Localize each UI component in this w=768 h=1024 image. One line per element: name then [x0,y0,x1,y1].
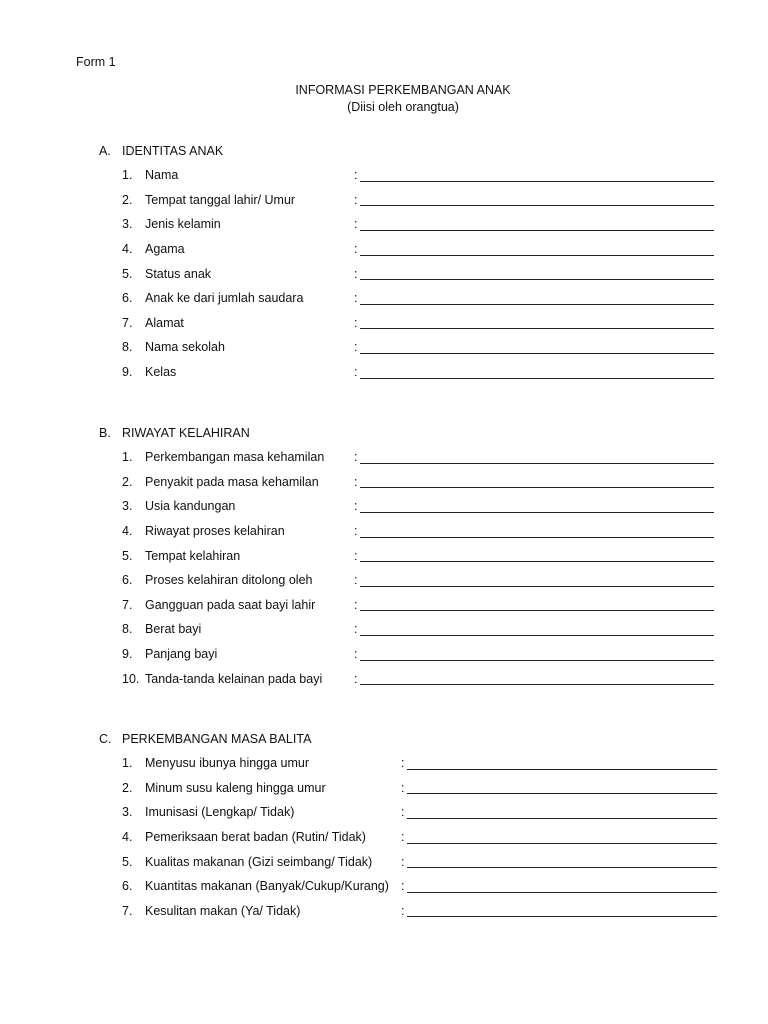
field-colon: : [354,647,358,662]
fill-in-line[interactable] [407,831,717,844]
form-title: INFORMASI PERKEMBANGAN ANAK [295,83,511,97]
field-label: Kesulitan makan (Ya/ Tidak) [145,903,301,918]
field-number: 3. [122,499,133,514]
form-field-row [122,163,714,188]
form-field-row [122,261,714,286]
field-colon: : [354,450,358,465]
field-colon: : [401,879,405,894]
field-number: 6. [122,879,133,894]
field-label: Tanda-tanda kelainan pada bayi [145,671,323,686]
fill-in-line[interactable] [360,243,714,256]
fill-in-line[interactable] [407,904,717,917]
field-number: 7. [122,597,133,612]
form-field-row [122,519,714,544]
form-field-row [122,617,714,642]
field-colon: : [401,903,405,918]
field-number: 6. [122,573,133,588]
field-label: Gangguan pada saat bayi lahir [145,597,316,612]
form-field-row [122,593,714,618]
field-label: Minum susu kaleng hingga umur [145,780,326,795]
fill-in-line[interactable] [360,316,714,329]
fill-in-line[interactable] [360,549,714,562]
section-letter: B. [99,426,111,440]
field-label: Tempat tanggal lahir/ Umur [145,192,296,207]
section-heading [99,729,717,749]
field-number: 8. [122,622,133,637]
fill-in-line[interactable] [360,292,714,305]
section-letter: C. [99,732,112,746]
form-field-row [122,335,714,360]
field-number: 1. [122,168,133,183]
field-colon: : [401,780,405,795]
fill-in-line[interactable] [407,781,717,794]
form-field-row [122,237,714,262]
fill-in-line[interactable] [360,218,714,231]
field-number: 7. [122,903,133,918]
field-colon: : [354,340,358,355]
form-field-row [122,212,714,237]
field-colon: : [401,854,405,869]
form-field-row [122,311,714,336]
form-field-row [122,568,714,593]
form-field-row [122,874,717,899]
form-field-row [122,800,717,825]
field-colon: : [354,291,358,306]
form-field-row [122,445,714,470]
fill-in-line[interactable] [360,451,714,464]
field-colon: : [354,168,358,183]
field-colon: : [354,474,358,489]
section-letter: A. [99,144,111,158]
field-label: Anak ke dari jumlah saudara [145,291,304,306]
form-field-row [122,286,714,311]
fill-in-line[interactable] [360,574,714,587]
field-colon: : [354,548,358,563]
fill-in-line[interactable] [360,341,714,354]
form-field-row [122,470,714,495]
fill-in-line[interactable] [360,267,714,280]
fill-in-line[interactable] [360,525,714,538]
field-number: 7. [122,315,133,330]
form-field-row [122,899,717,924]
field-colon: : [354,597,358,612]
fill-in-line[interactable] [360,672,714,685]
fill-in-line[interactable] [360,648,714,661]
field-colon: : [401,756,405,771]
section-riwayat-kelahiran [99,423,714,691]
field-colon: : [354,573,358,588]
form-field-row [122,188,714,213]
form-label: Form 1 [76,55,116,69]
field-label: Proses kelahiran ditolong oleh [145,573,313,588]
field-number: 4. [122,242,133,257]
field-number: 2. [122,780,133,795]
form-field-row [122,666,714,691]
field-label: Perkembangan masa kehamilan [145,450,325,465]
field-label: Kelas [145,365,177,380]
fill-in-line[interactable] [407,806,717,819]
field-number: 4. [122,830,133,845]
field-label: Riwayat proses kelahiran [145,524,285,539]
field-label: Kuantitas makanan (Banyak/Cukup/Kurang) [145,879,389,894]
section-heading [99,141,714,161]
field-colon: : [354,242,358,257]
field-colon: : [401,805,405,820]
field-number: 5. [122,266,133,281]
field-label: Berat bayi [145,622,202,637]
field-label: Usia kandungan [145,499,236,514]
fill-in-line[interactable] [407,855,717,868]
field-number: 5. [122,854,133,869]
section-heading-text: PERKEMBANGAN MASA BALITA [122,732,312,746]
field-colon: : [354,365,358,380]
section-perkembangan-masa-balita [99,729,717,923]
field-colon: : [354,217,358,232]
field-colon: : [354,524,358,539]
field-label: Status anak [145,266,212,281]
fill-in-line[interactable] [360,366,714,379]
form-title-block [0,82,768,116]
section-heading-text: RIWAYAT KELAHIRAN [122,426,250,440]
field-label: Alamat [145,315,184,330]
field-number: 6. [122,291,133,306]
fill-in-line[interactable] [360,500,714,513]
field-colon: : [354,192,358,207]
field-number: 1. [122,450,133,465]
form-field-row [122,849,717,874]
field-label: Menyusu ibunya hingga umur [145,756,309,771]
fill-in-line[interactable] [360,193,714,206]
field-colon: : [354,315,358,330]
field-number: 9. [122,365,133,380]
field-number: 8. [122,340,133,355]
field-colon: : [354,671,358,686]
field-colon: : [354,266,358,281]
field-number: 5. [122,548,133,563]
field-label: Imunisasi (Lengkap/ Tidak) [145,805,295,820]
field-number: 2. [122,192,133,207]
field-label: Jenis kelamin [145,217,221,232]
field-colon: : [354,499,358,514]
section-heading [99,423,714,443]
form-field-row [122,825,717,850]
fill-in-line[interactable] [360,598,714,611]
fill-in-line[interactable] [407,880,717,893]
field-number: 10. [122,671,140,686]
field-colon: : [401,830,405,845]
field-label: Penyakit pada masa kehamilan [145,474,319,489]
field-number: 3. [122,217,133,232]
form-field-row [122,360,714,385]
section-identitas-anak [99,141,714,384]
field-label: Agama [145,242,185,257]
form-subtitle: (Diisi oleh orangtua) [347,100,459,114]
field-number: 9. [122,647,133,662]
fill-in-line[interactable] [360,475,714,488]
form-field-row [122,543,714,568]
field-label: Pemeriksaan berat badan (Rutin/ Tidak) [145,830,366,845]
field-label: Nama sekolah [145,340,225,355]
fill-in-line[interactable] [360,169,714,182]
field-number: 2. [122,474,133,489]
fill-in-line[interactable] [360,623,714,636]
field-number: 3. [122,805,133,820]
fill-in-line[interactable] [407,757,717,770]
section-heading-text: IDENTITAS ANAK [122,144,224,158]
field-colon: : [354,622,358,637]
form-field-row [122,776,717,801]
field-label: Nama [145,168,179,183]
field-label: Kualitas makanan (Gizi seimbang/ Tidak) [145,854,373,869]
form-field-row [122,751,717,776]
form-field-row [122,494,714,519]
form-field-row [122,642,714,667]
field-label: Tempat kelahiran [145,548,241,563]
field-number: 1. [122,756,133,771]
field-label: Panjang bayi [145,647,218,662]
field-number: 4. [122,524,133,539]
